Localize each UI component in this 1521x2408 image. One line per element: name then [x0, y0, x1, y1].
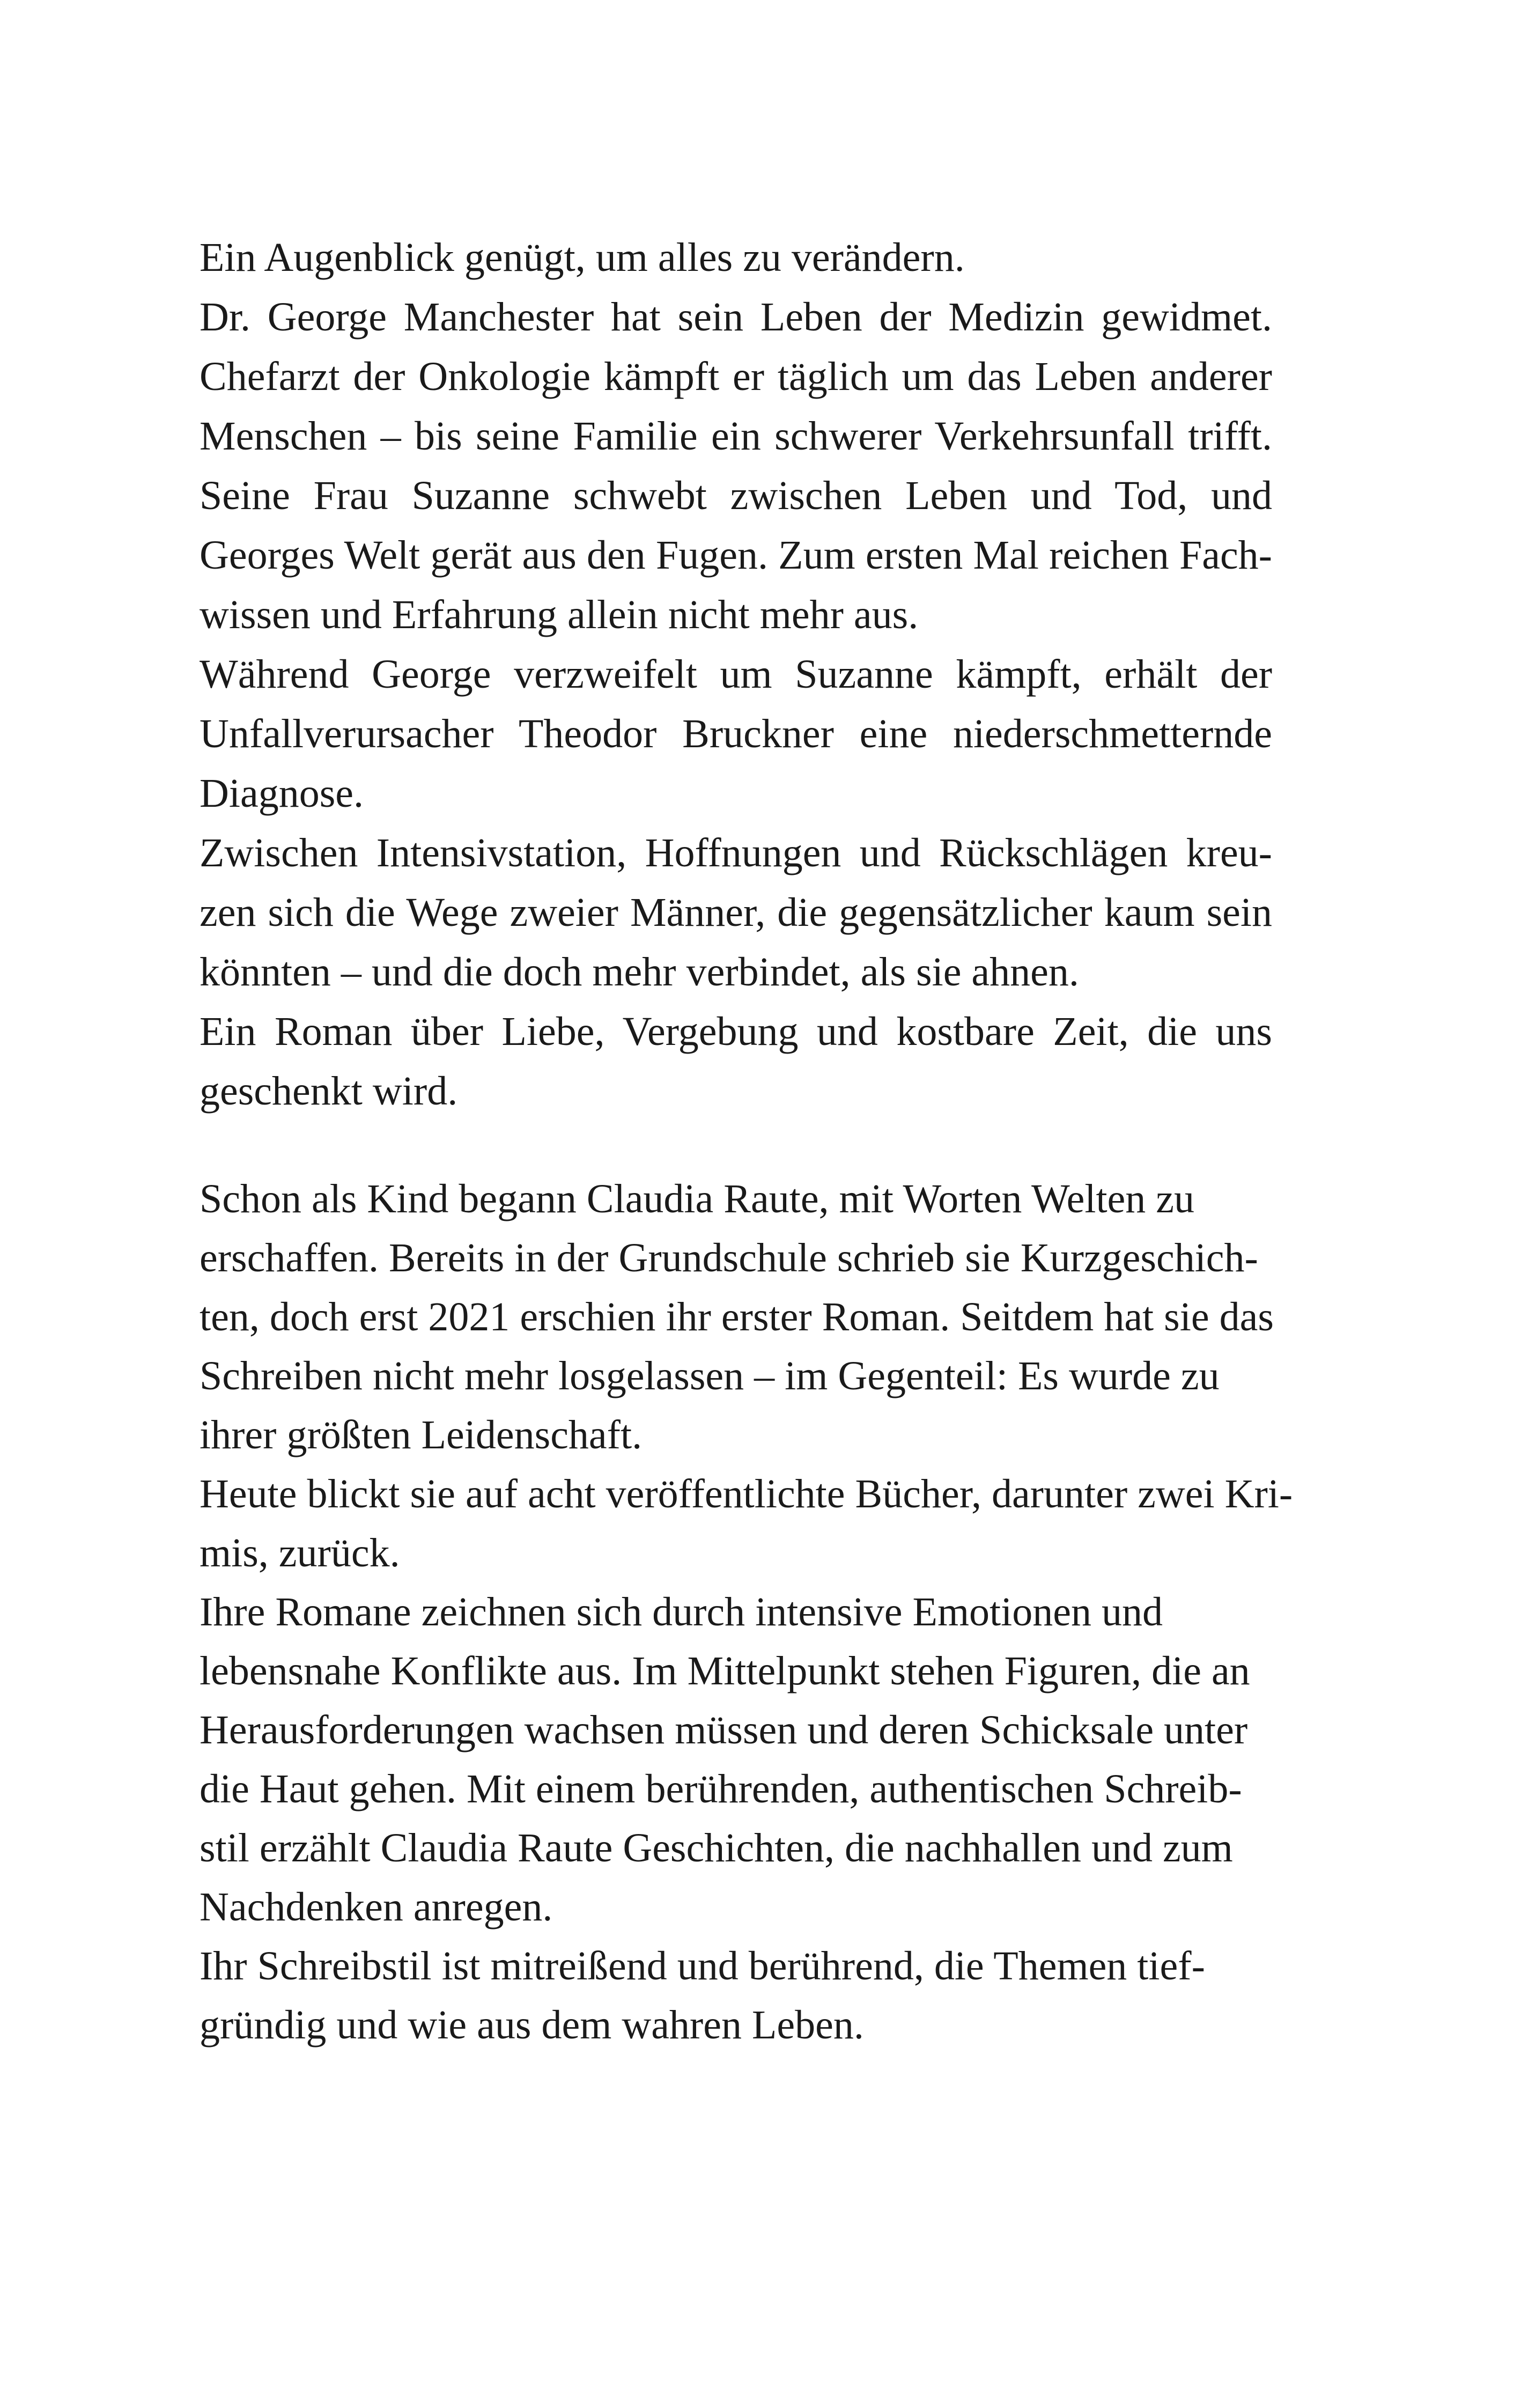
blurb-line: Dr. George Manchester hat sein Leben der Medizin gewidmet. [200, 294, 1272, 340]
blurb-line: Seine Frau Suzanne schwebt zwischen Leben und Tod, und [200, 473, 1272, 518]
bio-line: Nachdenken anregen. [200, 1884, 553, 1930]
blurb-line: geschenkt wird. [200, 1069, 458, 1114]
bio-line: mis, zurück. [200, 1530, 400, 1575]
blurb-line: Ein Augenblick genügt, um alles zu verändern. [200, 235, 965, 280]
blurb-line: Unfallverursacher Theodor Bruckner eine niederschmetternde [200, 711, 1272, 756]
bio-line: erschaffen. Bereits in der Grundschule schrieb sie Kurzgeschich- [200, 1235, 1258, 1280]
bio-line: gründig und wie aus dem wahren Leben. [200, 2002, 864, 2048]
bio-line: ten, doch erst 2021 erschien ihr erster Roman. Seitdem hat sie das [200, 1294, 1274, 1339]
blurb-line: Georges Welt gerät aus den Fugen. Zum ersten Mal reichen Fach- [200, 533, 1272, 578]
blurb-line: Ein Roman über Liebe, Vergebung und kostbare Zeit, die uns [200, 1009, 1272, 1054]
bio-line: Ihr Schreibstil ist mitreißend und berührend, die Themen tief- [200, 1943, 1205, 1989]
blurb-line: Diagnose. [200, 771, 364, 816]
blurb-line: Zwischen Intensivstation, Hoffnungen und Rückschlägen kreu- [200, 830, 1272, 875]
bio-line: Ihre Romane zeichnen sich durch intensive Emotionen und [200, 1589, 1163, 1634]
blurb-line: zen sich die Wege zweier Männer, die gegensätzlicher kaum sein [200, 890, 1272, 935]
blurb-line: Chefarzt der Onkologie kämpft er täglich um das Leben anderer [200, 354, 1272, 399]
blurb-line: Menschen – bis seine Familie ein schwerer Verkehrsunfall trifft. [200, 414, 1272, 459]
author-biography [200, 1169, 1293, 2054]
book-blurb [200, 228, 1272, 1121]
blurb-line: könnten – und die doch mehr verbindet, als sie ahnen. [200, 949, 1079, 995]
bio-line: die Haut gehen. Mit einem berührenden, authentischen Schreib- [200, 1766, 1242, 1811]
bio-line: Schreiben nicht mehr losgelassen – im Gegenteil: Es wurde zu [200, 1353, 1220, 1398]
bio-line: Herausforderungen wachsen müssen und deren Schicksale unter [200, 1707, 1248, 1752]
bio-line: lebensnahe Konflikte aus. Im Mittelpunkt stehen Figuren, die an [200, 1648, 1250, 1693]
bio-line: Schon als Kind begann Claudia Raute, mit Worten Welten zu [200, 1176, 1195, 1221]
bio-line: ihrer größten Leidenschaft. [200, 1412, 643, 1457]
blurb-line: wissen und Erfahrung allein nicht mehr aus. [200, 592, 919, 637]
bio-line: Heute blickt sie auf acht veröffentlichte Bücher, darunter zwei Kri- [200, 1471, 1293, 1516]
bio-line: stil erzählt Claudia Raute Geschichten, die nachhallen und zum [200, 1825, 1233, 1871]
blurb-line: Während George verzweifelt um Suzanne kämpft, erhält der [200, 652, 1272, 697]
